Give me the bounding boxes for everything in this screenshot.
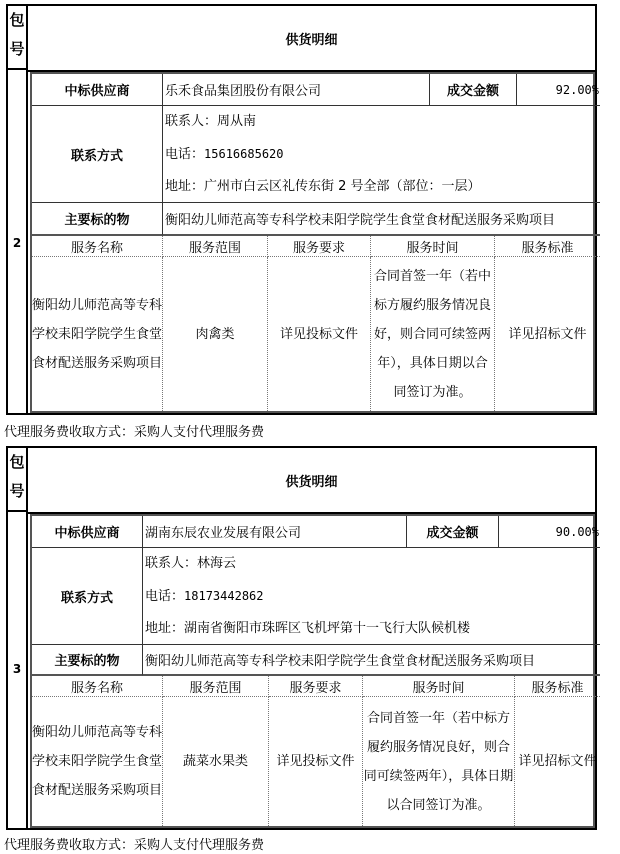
main-subject-value: 衡阳幼儿师范高等专科学校耒阳学院学生食堂食材配送服务采购项目 [163,203,600,236]
contact-phone: 电话：18173442862 [145,589,264,604]
agency-fee-note: 代理服务费收取方式：采购人支付代理服务费 [4,425,265,440]
main-subject-label: 主要标的物 [32,645,143,676]
winning-supplier-label: 中标供应商 [32,74,163,106]
service-scope-cell: 肉禽类 [163,257,268,411]
contact-address: 地址：湖南省衡阳市珠晖区飞机坪第十一飞行大队候机楼 [145,621,471,636]
contact-person: 联系人：林海云 [145,556,237,571]
service-header-time: 服务时间 [363,676,515,697]
package-number-header: 包 号 [8,448,26,512]
supply-detail-title: 供货明细 [28,6,595,72]
winning-supplier-value: 湖南东辰农业发展有限公司 [143,516,407,548]
package-number-header: 包 号 [8,6,26,70]
service-time-cell: 合同首签一年（若中标方履约服务情况良好，则合同可续签两年），具体日期以合同签订为准。 [371,257,495,411]
supply-detail-title: 供货明细 [28,448,595,514]
service-header-name: 服务名称 [32,236,163,257]
service-header-scope: 服务范围 [163,676,269,697]
main-subject-label: 主要标的物 [32,203,163,236]
service-header-scope: 服务范围 [163,236,268,257]
service-header-name: 服务名称 [32,676,163,697]
contact-details [143,548,600,645]
service-scope-cell: 蔬菜水果类 [163,697,269,826]
deal-amount-value: 90.00% [499,516,600,548]
service-header-requirement: 服务要求 [268,236,371,257]
service-header-time: 服务时间 [371,236,495,257]
package-number: 2 [12,236,22,250]
contact-details [163,106,600,203]
service-header-standard: 服务标准 [495,236,600,257]
deal-amount-label: 成交金额 [430,74,517,106]
winning-supplier-label: 中标供应商 [32,516,143,548]
package-number: 3 [12,662,22,676]
package-table-2 [6,4,597,415]
service-standard-cell: 详见招标文件 [508,326,587,342]
service-name-cell: 衡阳幼儿师范高等专科学校耒阳学院学生食堂食材配送服务采购项目 [32,697,163,826]
package-table-3 [6,446,597,830]
service-standard-cell: 详见招标文件 [518,754,597,769]
deal-amount-value: 92.00% [517,74,600,106]
service-header-standard: 服务标准 [515,676,600,697]
service-requirement-cell: 详见投标文件 [269,697,363,826]
agency-fee-note: 代理服务费收取方式：采购人支付代理服务费 [4,838,265,853]
contact-address: 地址：广州市白云区礼传东街 2 号全部（部位：一层） [165,179,481,194]
main-subject-value: 衡阳幼儿师范高等专科学校耒阳学院学生食堂食材配送服务采购项目 [143,645,600,676]
service-requirement-cell: 详见投标文件 [268,257,371,411]
contact-label: 联系方式 [32,548,143,645]
contact-label: 联系方式 [32,106,163,203]
supplier-info-block [30,72,599,413]
winning-supplier-value: 乐禾食品集团股份有限公司 [163,74,430,106]
supplier-info-block [30,514,599,828]
contact-person: 联系人：周从南 [165,114,257,129]
contact-phone: 电话：15616685620 [165,147,284,162]
deal-amount-label: 成交金额 [407,516,499,548]
service-header-requirement: 服务要求 [269,676,363,697]
service-time-cell: 合同首签一年（若中标方履约服务情况良好，则合同可续签两年），具体日期以合同签订为准。 [363,697,515,826]
service-name-cell: 衡阳幼儿师范高等专科学校耒阳学院学生食堂食材配送服务采购项目 [32,257,163,411]
